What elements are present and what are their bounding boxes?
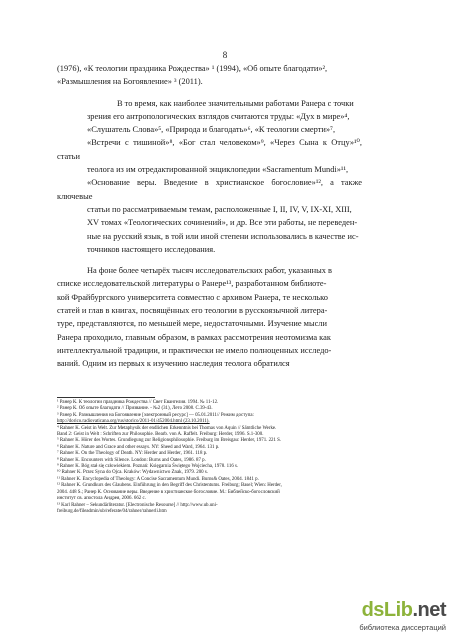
footnote: ⁷ Rahner K. On the Theology of Death. NY: Herder and Herder, 1961. 118 p. [57,451,208,457]
text-line: статей и глав в книгах, посвящённых его теологии в русскоязычной литера- [57,306,328,316]
footnote: ¹² Rahner K. Grundkurs des Glaubens. Einführung in den Begriff des Christentums. Freiburg; Basel; Wien: Herder, [57,483,282,489]
text-line: «Слушатель Слова»⁵, «Природа и благодать»⁶, «К теологии смерти»⁷, [87,125,336,135]
watermark-logo [362,599,446,622]
footnote: институт св. апостола Андрея, 2006. 662 c. [57,496,146,502]
footnote: ⁹ Rahner K. Bóg stał się człowiekiem. Poznań: Księgarnia Świętego Wojciecha, 1978. 116 s. [57,464,239,470]
footnote-link[interactable]: freiburg.de/fileadmin/ub/referate/04/rahner/rahnerli.htm [57,508,167,514]
text-line: туре, представляются, по меньшей мере, недостаточными. Изучение мысли [57,319,327,329]
text-line: точников настоящего исследования. [87,244,216,254]
footnote: ⁸ Rahner K. Encounters with Silence. London: Burns and Oates, 1986. 87 p. [57,457,206,463]
text-line: теолога из им отредактированной энциклопедии «Sacramentum Mundi»¹¹, [87,165,349,175]
text-line: зрения его антропологических взглядов считаются труды: «Дух в мире»⁴, [87,111,350,121]
footnote: Band 2: Geist in Welt : Schriften zur Philosophie. Bearb. von A. Raffelt. Freiburg: Herder, 1996. S.1-300. [57,432,264,438]
footnote: ⁴ Rahner K. Geist in Welt. Zur Metaphysik der endlichen Erkenntnis bei Thomas von Aquin // Sämtliche Werke. [57,425,277,431]
text-line: На фоне более четырёх тысяч исследовательских работ, указанных в [87,266,332,276]
watermark-brand-green: dsLib [361,599,413,621]
footnote-link[interactable]: http://dorico.radiovaticana.org/rus/storico/2011-01/452004.html (23.10.2011). [57,419,210,425]
text-line: списке исследовательской литературы о Ранере¹³, разработанном библиоте- [57,279,327,289]
text-line: (1976), «К теологии праздника Рождества» ¹ (1994), «Об опыте благодати»², [57,64,328,73]
footnote: ⁵ Rahner K. Hörer des Wortes. Grundlegung zur Religionsphilosophie. Freiburg im Breisgau: Herder, 1971. 221 S. [57,438,282,444]
watermark-brand-dark: .net [412,599,446,621]
text-line: «Встречи с тишиной»⁸, «Бог стал человеком»⁹, «Через Сына к Отцу»¹⁰, статьи [57,138,362,161]
paragraph-1 [57,62,362,89]
page-number: 8 [222,50,228,60]
text-line: XV томах «Теологических сочинений», и др. Все эти работы, не переведен- [87,218,358,228]
paragraph-2 [57,97,362,257]
footnote-separator [57,397,155,398]
footnote: ² Ранер К. Об опыте благодати // Призвание. - №2 (31), Лето 2008. С.39-43. [57,406,213,412]
text-line: интеллектуальной традиции, и практически не имело полноценных исследо- [57,345,332,355]
dslib-watermark[interactable] [328,599,446,633]
body-text [57,62,362,371]
footnote: ¹³ Karl Rahner – Sekundärliteratur. [Electronische Resourse] // http://www.ub.uni- [57,502,218,508]
footnote: 2004. 448 S.; Ранер К. Основание веры. Введение в христианское богословие. М.: Библейско-богословский [57,489,280,495]
footnotes [57,400,367,515]
footnote: ¹ Ранер К. К теологии праздника Рождества // Свет Евангелия. 1994. № 11-12. [57,400,219,405]
text-line: кой Фрайбургского университета совместно с архивом Ранера, те несколько [57,292,328,302]
text-line: ные на русский язык, в той или иной степени использовались в качестве ис- [87,231,359,241]
footnote: ⁶ Rahner K. Nature and Grace and other essays. NY: Sheed and Ward, 1964. 131 p. [57,444,220,450]
text-line: В то время, как наиболее значительными работами Ранера с точки [117,98,354,108]
text-line: Ранера проходило, главным образом, в рамках рассмотрения неотомизма как [57,332,331,342]
paragraph-3 [57,264,362,370]
footnote: ¹¹ Rahner K. Encyclopedia of Theology: A Concise Sacramentum Mundi. Burns& Oates, 2004. 1841 p. [57,476,259,482]
text-line: статьи по рассматриваемым темам, расположенные I, II, IV, V, IX-XI, XIII, [87,204,352,214]
text-line: ваний. Одним из первых к изучению наследия теолога обратился [57,359,290,369]
text-line: «Основание веры. Введение в христианское богословие»¹², а также ключевые [57,178,362,201]
text-line: «Размышления на Богоявление» ³ (2011). [57,77,203,87]
footnote: ¹⁰ Rahner K. Przez Syna do Ojca. Kraków: Wydawnictwo Znak, 1979. 200 s. [57,470,208,476]
footnote: ³ Ранер К. Размышления на Богоявление [электронный ресурс] — 05.01.2011// Режим доступа: [57,412,254,418]
watermark-subtitle: библиотека диссертаций [359,623,446,632]
